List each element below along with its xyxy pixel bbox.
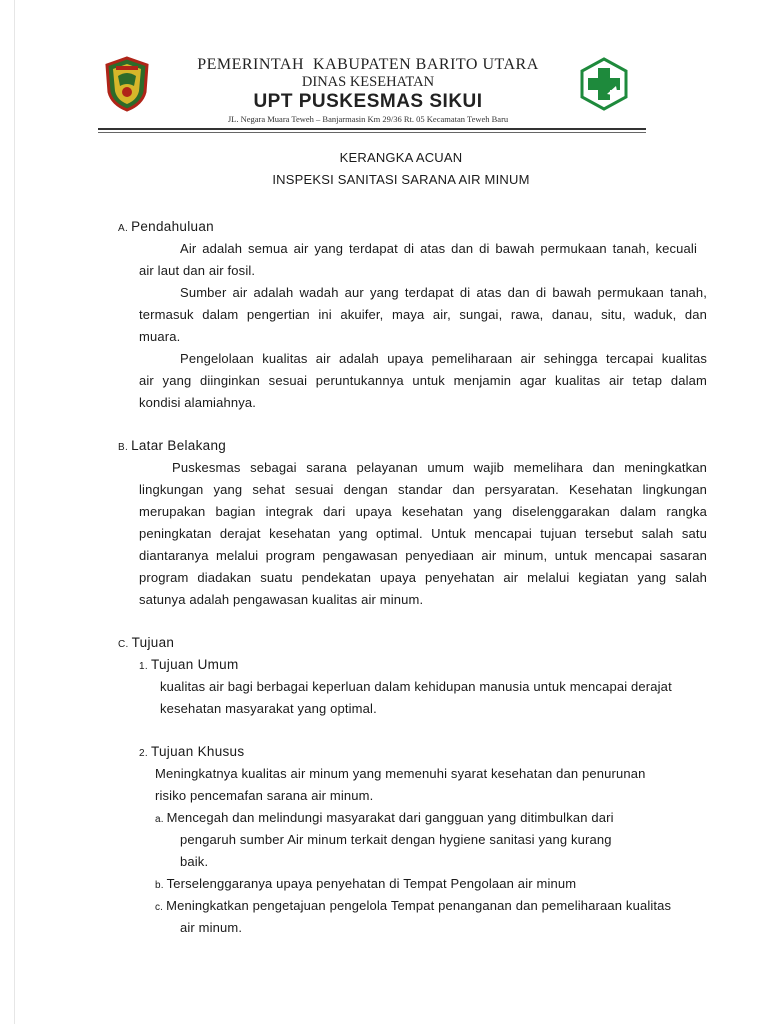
paragraph-line: diantaranya melalui program pengawasan penyediaan air minum, untuk mencapai sasaran bbox=[139, 548, 707, 563]
paragraph-line: merupakan bagian integrak dari upaya kesehatan yang diselenggarakan dalam rangka bbox=[139, 504, 707, 519]
section-heading-text: Latar Belakang bbox=[131, 438, 227, 453]
section-heading-text: Pendahuluan bbox=[131, 219, 214, 234]
section-heading-text: Tujuan bbox=[131, 635, 175, 650]
paragraph-line: Meningkatnya kualitas air minum yang memenuhi syarat kesehatan dan penurunan bbox=[155, 766, 646, 781]
list-item-continuation: baik. bbox=[180, 854, 209, 869]
paragraph-line: Air adalah semua air yang terdapat di atas dan di bawah permukaan tanah, kecuali bbox=[180, 241, 697, 256]
letterhead bbox=[98, 50, 646, 134]
letterhead-department: DINAS KESEHATAN bbox=[301, 74, 435, 90]
list-item-marker: a. bbox=[155, 814, 164, 825]
section-marker: A. bbox=[118, 223, 129, 234]
paragraph-line: kesehatan masyarakat yang optimal. bbox=[160, 701, 377, 716]
paragraph-line: satunya adalah pengawasan kualitas air minum. bbox=[139, 592, 424, 607]
document-title: KERANGKA ACUAN bbox=[339, 150, 463, 165]
list-item-text: Meningkatkan pengetajuan pengelola Tempat penanganan dan pemeliharaan kualitas bbox=[166, 898, 672, 913]
paragraph-line: Pengelolaan kualitas air adalah upaya pemeliharaan air sehingga tercapai kualitas bbox=[180, 351, 707, 366]
letterhead-rule-thin bbox=[98, 132, 646, 133]
subsection-heading-text: Tujuan Umum bbox=[150, 657, 239, 672]
paragraph-line: lingkungan yang sehat sesuai dengan standar dan persyaratan. Kesehatan lingkungan bbox=[139, 482, 707, 497]
list-item-text: Mencegah dan melindungi masyarakat dari gangguan yang ditimbulkan dari bbox=[166, 810, 614, 825]
paragraph-line: Puskesmas sebagai sarana pelayanan umum wajib memelihara dan meningkatkan bbox=[172, 460, 707, 475]
letterhead-text bbox=[168, 56, 568, 113]
paragraph-line: kondisi alamiahnya. bbox=[139, 395, 257, 410]
subsection-khusus-heading bbox=[139, 741, 244, 765]
regency-crest-icon bbox=[104, 56, 150, 112]
list-item bbox=[155, 895, 671, 919]
letterhead-institution: UPT PUSKESMAS SIKUI bbox=[253, 91, 483, 112]
subsection-marker: 2. bbox=[139, 748, 148, 759]
letterhead-rule bbox=[98, 128, 646, 130]
letterhead-government: PEMERINTAH KABUPATEN BARITO UTARA bbox=[197, 56, 539, 73]
section-a-heading bbox=[118, 216, 214, 240]
paragraph-line: risiko pencemafan sarana air minum. bbox=[155, 788, 374, 803]
list-item-continuation: pengaruh sumber Air minum terkait dengan hygiene sanitasi yang kurang bbox=[180, 832, 612, 847]
section-c-heading bbox=[118, 632, 174, 656]
list-item bbox=[155, 873, 576, 897]
list-item-continuation: air minum. bbox=[180, 920, 243, 935]
paragraph-line: termasuk dalam pengertian ini akuifer, maya air, sungai, rawa, danau, situ, waduk, dan bbox=[139, 307, 707, 322]
paragraph-line: Sumber air adalah wadah aur yang terdapat di atas dan di bawah permukaan tanah, bbox=[180, 285, 707, 300]
paragraph-line: air laut dan air fosil. bbox=[139, 263, 256, 278]
list-item-text: Terselenggaranya upaya penyehatan di Tempat Pengolaan air minum bbox=[166, 876, 577, 891]
section-b-heading bbox=[118, 435, 226, 459]
puskesmas-cross-icon bbox=[578, 56, 630, 112]
paragraph-line: program diadakan suatu pendekatan upaya penyehatan air melalui kegiatan yang salah bbox=[139, 570, 707, 585]
paragraph-line: kualitas air bagi berbagai keperluan dalam kehidupan manusia untuk mencapai derajat bbox=[160, 679, 672, 694]
letterhead-address: JL. Negara Muara Teweh – Banjarmasin Km 29/36 Rt. 05 Kecamatan Teweh Baru bbox=[227, 114, 509, 124]
document-subtitle: INSPEKSI SANITASI SARANA AIR MINUM bbox=[272, 172, 530, 187]
paragraph-line: air yang diinginkan sesuai peruntukannya untuk menjamin agar kualitas air tetap dalam bbox=[139, 373, 707, 388]
list-item-marker: b. bbox=[155, 880, 164, 891]
subsection-heading-text: Tujuan Khusus bbox=[150, 744, 245, 759]
list-item-marker: c. bbox=[155, 902, 164, 913]
list-item bbox=[155, 807, 614, 831]
section-marker: C. bbox=[118, 639, 129, 650]
subsection-umum-heading bbox=[139, 654, 239, 678]
subsection-marker: 1. bbox=[139, 661, 148, 672]
paragraph-line: muara. bbox=[139, 329, 181, 344]
section-marker: B. bbox=[118, 442, 129, 453]
paragraph-line: peningkatan derajat kesehatan yang optimal. Untuk mencapai tujuan tersebut salah satu bbox=[139, 526, 707, 541]
